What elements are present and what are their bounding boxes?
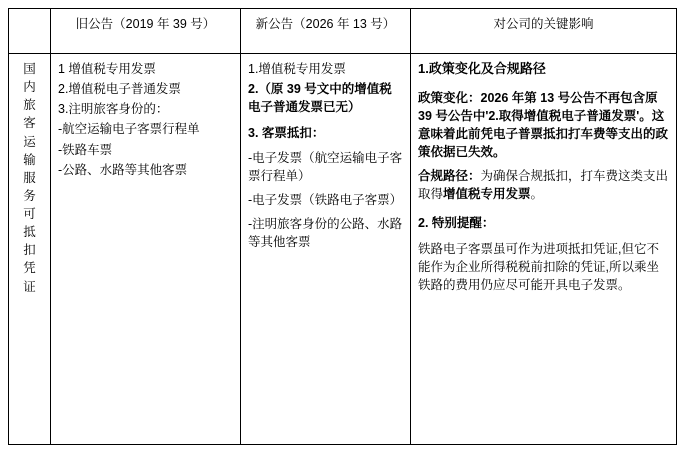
impact-compliance-path-text-1: 为确保合规抵扣，打车费这类支出取得: [418, 169, 669, 202]
old-line-4: -航空运输电子客票行程单: [58, 122, 200, 137]
impact-policy-change-text-2: 这意味着此前凭电子普票抵扣打车费等支出的政策依据已失效。: [418, 108, 669, 160]
impact-policy-change-label: 政策变化：: [418, 90, 481, 105]
impact-compliance-path-text-bold: 增值税专用发票: [443, 187, 531, 202]
impact-policy-change-text-1: 2026 年第 13 号公告不再包含原 39 号公告中'2.取得增值税电子普通发票'。: [418, 90, 658, 123]
comparison-table: [8, 8, 677, 445]
new-line-3: 3. 客票抵扣：: [248, 126, 325, 141]
header-cell-blank: [9, 9, 51, 54]
table-body: [9, 54, 677, 445]
cell-new-announcement-content: [241, 54, 411, 445]
header-cell-key-impact: 对公司的关键影响: [411, 9, 677, 54]
impact-compliance-path-paragraph: [418, 167, 669, 203]
new-line-4: -电子发票（航空运输电子客票行程单）: [248, 150, 403, 183]
old-line-2: 2.增值税电子普通发票: [58, 82, 181, 97]
impact-compliance-path-text-2: 。: [530, 187, 544, 202]
old-line-3: 3.注明旅客身份的：: [58, 102, 169, 117]
table-row: [9, 54, 677, 445]
new-line-5: -电子发票（铁路电子客票）: [248, 192, 403, 207]
cell-old-announcement-content: [51, 54, 241, 445]
row-label-text: 国内旅客运输服务可抵扣凭证: [23, 62, 36, 294]
impact-note-text: 铁路电子客票虽可作为进项抵扣凭证,但它不能作为企业所得税税前扣除的凭证,所以乘坐铁路的费用仍应尽可能开具电子发票。: [418, 241, 659, 292]
old-line-6: -公路、水路等其他客票: [58, 162, 188, 177]
header-cell-old-announcement: 旧公告（2019 年 39 号）: [51, 9, 241, 54]
impact-note-heading: 2. 特别提醒：: [418, 215, 495, 230]
old-line-1: 1 增值税专用发票: [58, 62, 156, 76]
row-label-domestic-passenger-transport: [9, 54, 51, 445]
table-header: [9, 9, 677, 54]
new-line-6: -注明旅客身份的公路、水路等其他客票: [248, 216, 403, 249]
old-line-5: -铁路车票: [58, 142, 113, 157]
cell-key-impact-content: [411, 54, 677, 445]
impact-heading-policy-change: 1.政策变化及合规路径: [418, 61, 546, 76]
table-header-row: [9, 9, 677, 54]
header-cell-new-announcement: 新公告（2026 年 13 号）: [241, 9, 411, 54]
new-line-2: 2.（原 39 号文中的增值税电子普通发票已无）: [248, 82, 392, 115]
new-line-1: 1.增值税专用发票: [248, 62, 346, 76]
impact-compliance-path-label: 合规路径：: [418, 169, 481, 184]
impact-policy-change-paragraph: [418, 89, 669, 162]
